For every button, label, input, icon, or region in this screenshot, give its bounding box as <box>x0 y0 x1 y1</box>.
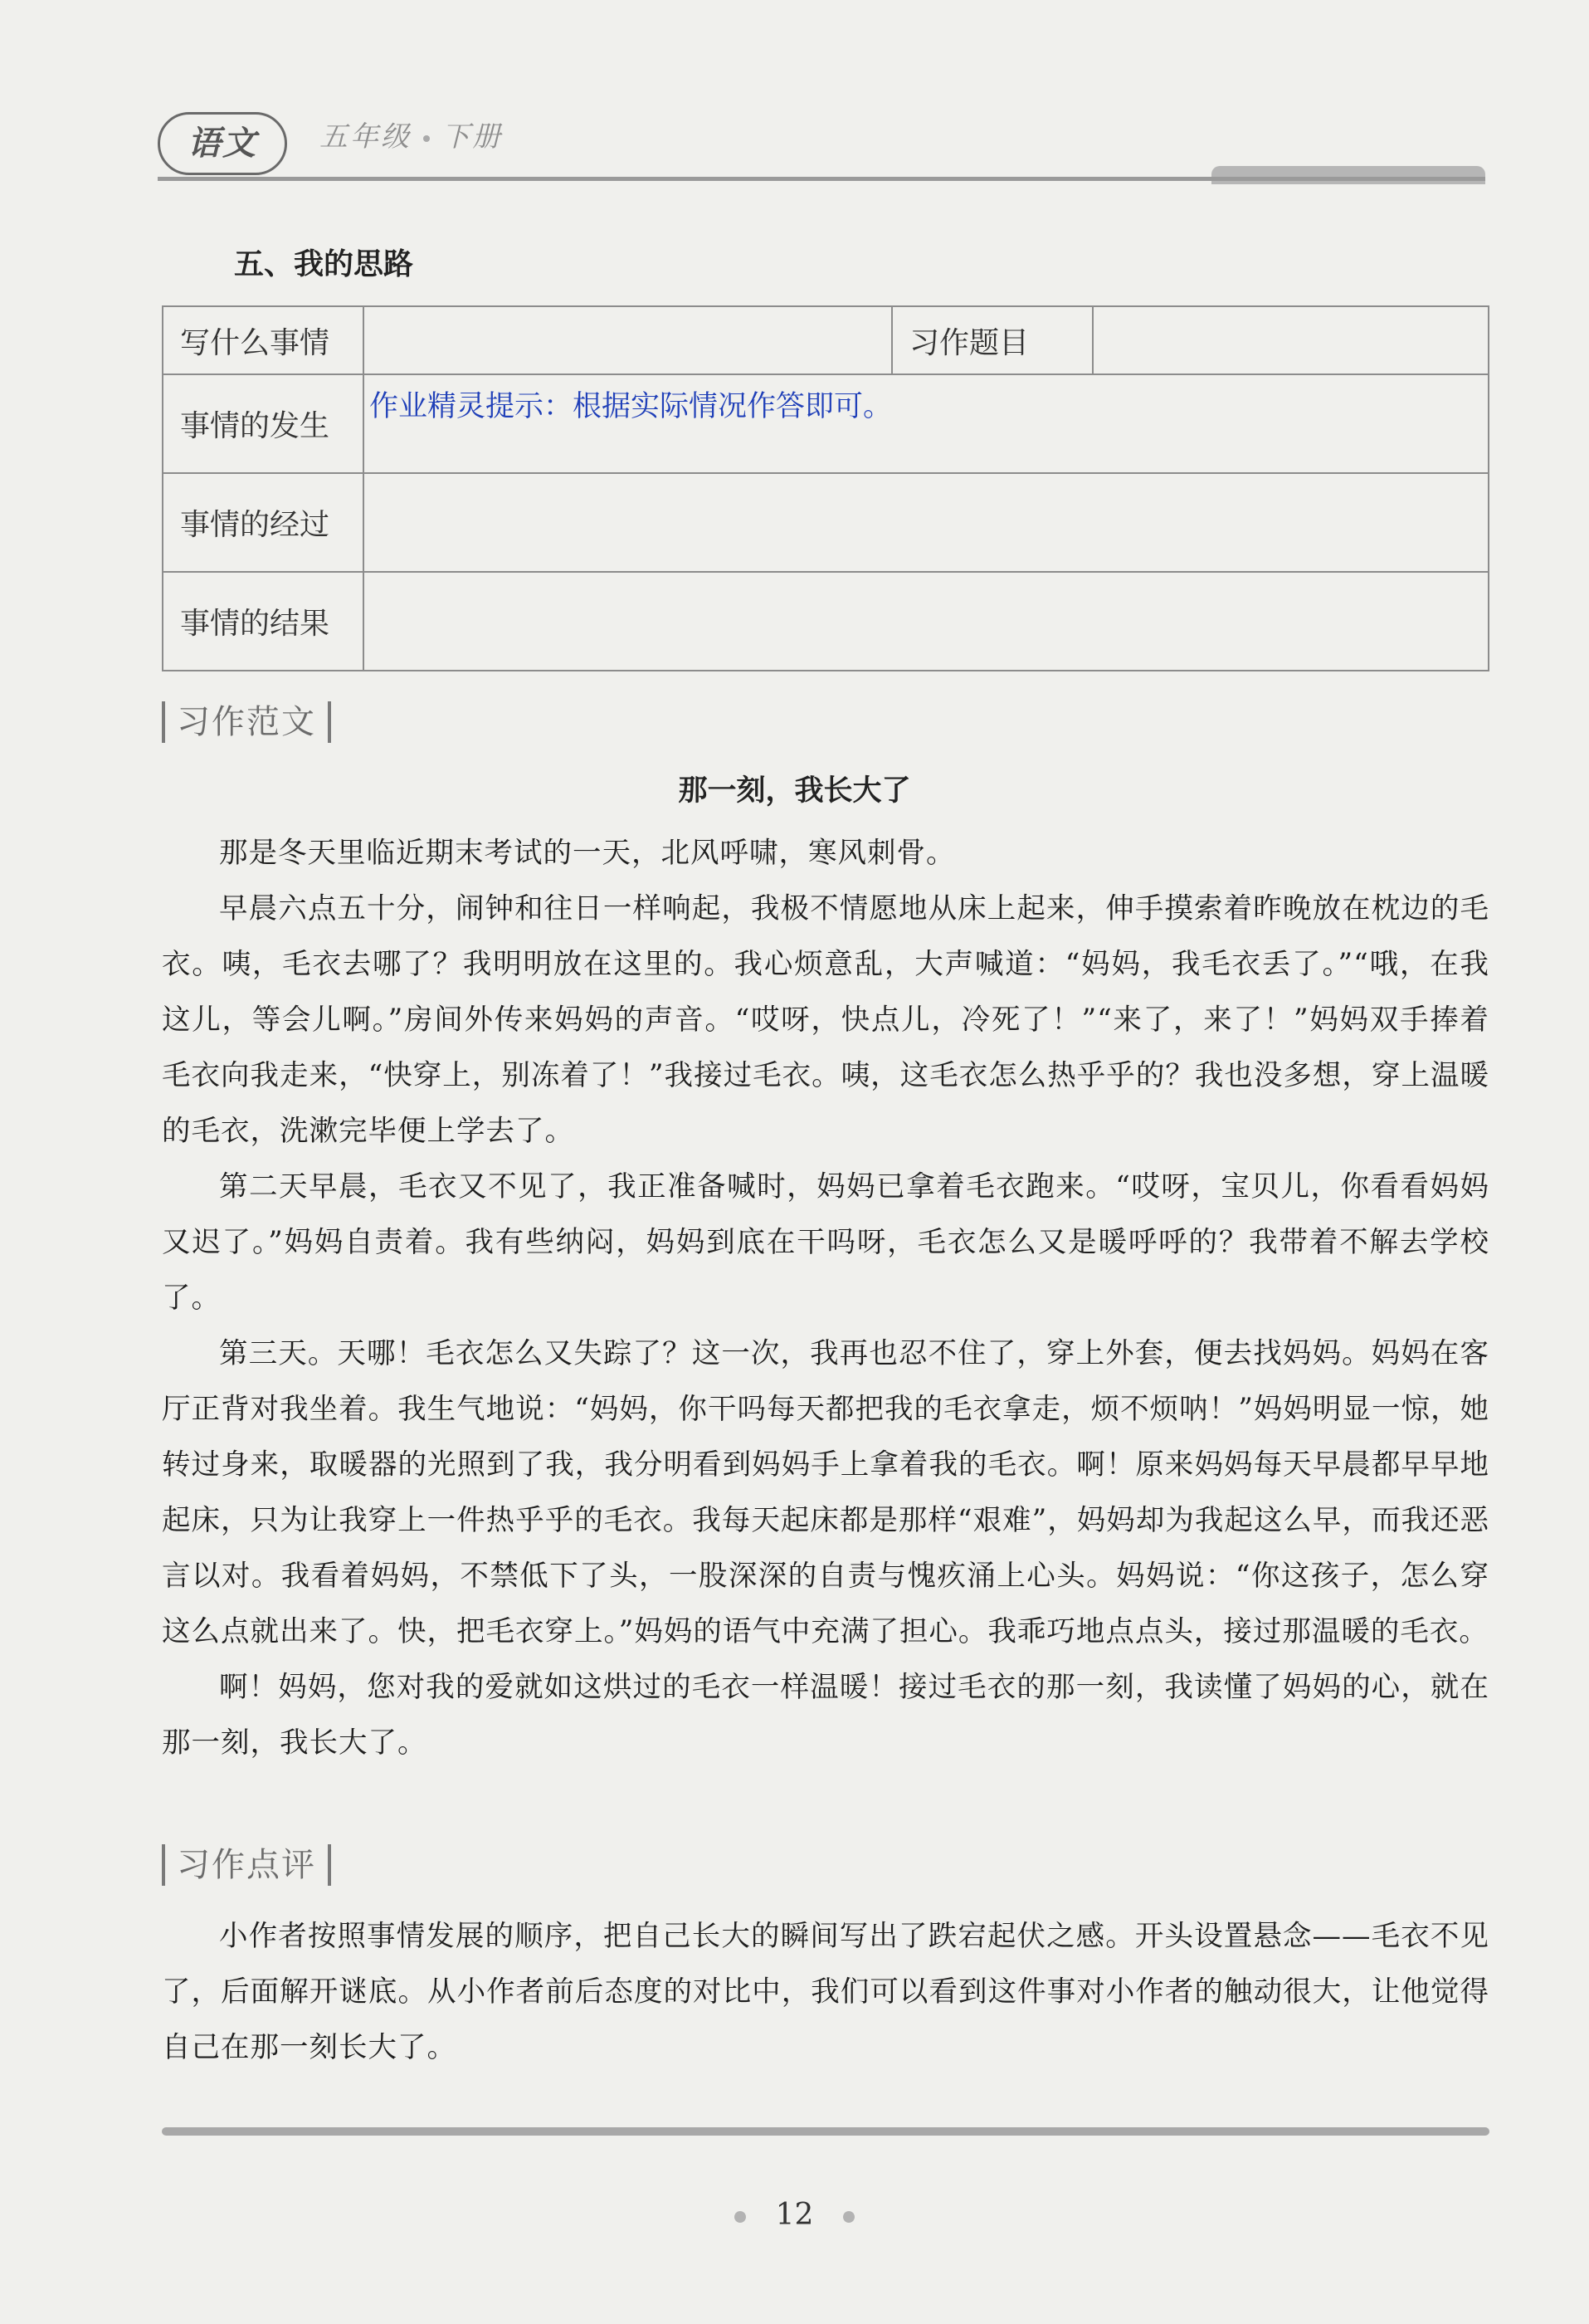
volume-label: 下册 <box>441 120 503 154</box>
page-header <box>158 104 1485 187</box>
dot-icon <box>734 2211 746 2223</box>
essay-paragraph: 第三天。天哪！毛衣怎么又失踪了？这一次，我再也忍不住了，穿上外套，便去找妈妈。妈妈在客厅正背对我坐着。我生气地说：“妈妈，你干吗每天都把我的毛衣拿走，烦不烦呐！”妈妈明显一惊，她转过身来，取暖器的光照到了我，我分明看到妈妈手上拿着我的毛衣。啊！原来妈妈每天早晨都早早地起床，只为让我穿上一件热乎乎的毛衣。我每天起床都是那样“艰难”，妈妈却为我起这么早，而我还恶言以对。我看着妈妈，不禁低下了头，一股深深的自责与愧疚涌上心头。妈妈说：“你这孩子，怎么穿这么点就出来了。快，把毛衣穿上。”妈妈的语气中充满了担心。我乖巧地点点头，接过那温暖的毛衣。 <box>162 1337 1489 1648</box>
dot-icon <box>843 2211 855 2223</box>
header-rule <box>158 177 1485 181</box>
title-label-cell: 习作题目 <box>892 306 1093 374</box>
page-number <box>0 2198 1589 2232</box>
essay-paragraph: 那是冬天里临近期末考试的一天，北风呼啸，寒风刺骨。 <box>219 837 956 870</box>
comment-heading: 习作点评 <box>162 1844 331 1886</box>
essay-paragraph: 第二天早晨，毛衣又不见了，我正准备喊时，妈妈已拿着毛衣跑来。“哎呀，宝贝儿，你看看妈妈又迟了。”妈妈自责着。我有些纳闷，妈妈到底在干吗呀，毛衣怎么又是暖呼呼的？我带着不解去学校了。 <box>162 1170 1489 1315</box>
table-row <box>163 473 1489 572</box>
table-row <box>163 572 1489 671</box>
thinking-table <box>162 305 1489 671</box>
sample-essay-heading: 习作范文 <box>162 701 331 743</box>
comment-paragraph: 小作者按照事情发展的顺序，把自己长大的瞬间写出了跌宕起伏之感。开头设置悬念——毛衣不见了，后面解开谜底。从小作者前后态度的对比中，我们可以看到这件事对小作者的触动很大，让他觉得自己在那一刻长大了。 <box>162 1920 1489 2064</box>
result-answer-cell[interactable] <box>363 572 1489 671</box>
footer-rule <box>162 2127 1489 2136</box>
essay-paragraph: 早晨六点五十分，闹钟和往日一样响起，我极不情愿地从床上起来，伸手摸索着昨晚放在枕边的毛衣。咦，毛衣去哪了？我明明放在这里的。我心烦意乱，大声喊道：“妈妈，我毛衣丢了。”“哦，在我这儿，等会儿啊。”房间外传来妈妈的声音。“哎呀，快点儿，冷死了！”“来了，来了！”妈妈双手捧着毛衣向我走来，“快穿上，别冻着了！”我接过毛衣。咦，这毛衣怎么热乎乎的？我也没多想，穿上温暖的毛衣，洗漱完毕便上学去了。 <box>162 892 1489 1148</box>
answer-hint: 作业精灵提示：根据实际情况作答即可。 <box>369 390 893 423</box>
process-answer-cell[interactable] <box>363 473 1489 572</box>
title-answer-cell[interactable] <box>1093 306 1489 374</box>
essay-title: 那一刻，我长大了 <box>678 774 911 808</box>
essay-paragraph: 啊！妈妈，您对我的爱就如这烘过的毛衣一样温暖！接过毛衣的那一刻，我读懂了妈妈的心，就在那一刻，我长大了。 <box>162 1671 1489 1760</box>
comment-body <box>162 1909 1489 2076</box>
row-label-start: 事情的发生 <box>163 374 363 473</box>
grade-label: 五年级 <box>319 120 412 154</box>
grade-volume <box>319 114 503 154</box>
topic-answer-cell[interactable] <box>363 306 892 374</box>
row-label-topic: 写什么事情 <box>163 306 363 374</box>
row-label-process: 事情的经过 <box>163 473 363 572</box>
section-title: 五、我的思路 <box>234 247 414 281</box>
essay-body <box>162 826 1489 1771</box>
row-label-result: 事情的结果 <box>163 572 363 671</box>
page-number-value: 12 <box>775 2198 814 2232</box>
separator-dot-icon <box>423 135 430 142</box>
subject-logo: 语文 <box>158 112 287 175</box>
table-row <box>163 306 1489 374</box>
header-decor-bar <box>1211 166 1485 184</box>
